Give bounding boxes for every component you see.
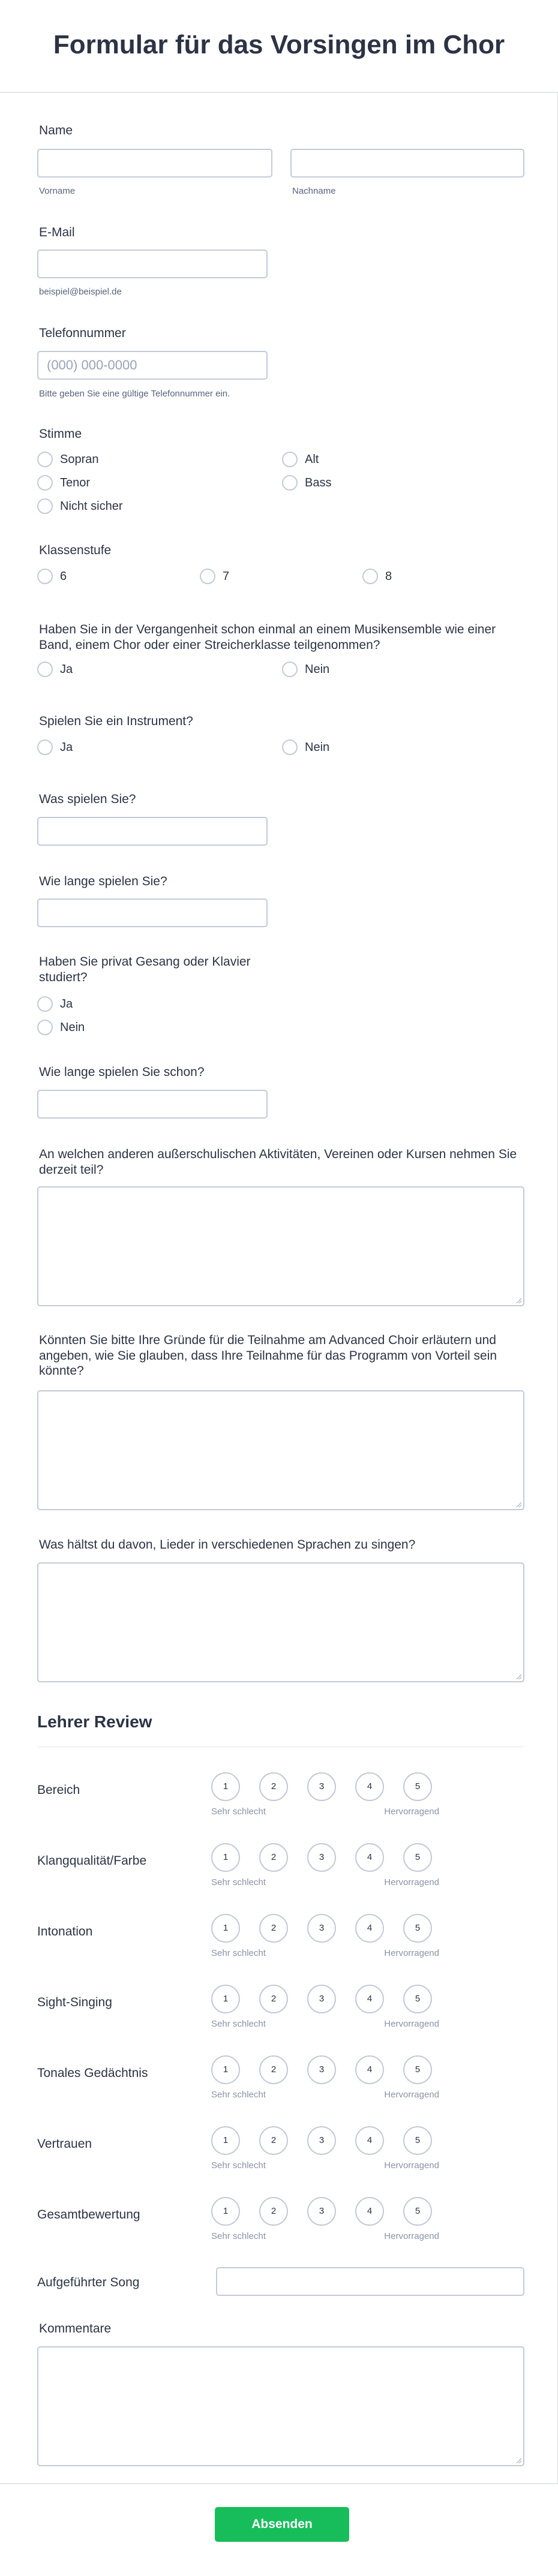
name-label: Name: [39, 124, 73, 137]
rating-label: Gesamtbewertung: [37, 2208, 140, 2222]
rating-option[interactable]: 1: [211, 1772, 240, 1801]
instrument-label: Spielen Sie ein Instrument?: [39, 714, 193, 728]
comments-label: Kommentare: [39, 2322, 112, 2335]
rating-option[interactable]: 1: [211, 2126, 240, 2155]
ensemble-label: Haben Sie in der Vergangenheit schon einmal an einem Musikensemble wie einer Band, einem Chor oder einer Streicherklasse teilgenommen?: [39, 623, 496, 652]
rating-option[interactable]: 2: [259, 2055, 288, 2084]
private-study-option-no[interactable]: Nein: [37, 1020, 85, 1035]
rating-max-label: Hervorragend: [384, 2231, 439, 2241]
what-play-label: Was spielen Sie?: [39, 792, 136, 806]
comments-textarea[interactable]: [37, 2346, 524, 2466]
private-study-label: Haben Sie privat Gesang oder Klavier studiert?: [39, 955, 251, 984]
radio-circle[interactable]: [37, 996, 53, 1012]
rating-min-label: Sehr schlecht: [211, 2160, 266, 2171]
rating-option[interactable]: 1: [211, 1843, 240, 1872]
voice-option-unsure[interactable]: Nicht sicher: [37, 498, 122, 514]
resize-handle-icon[interactable]: [515, 1501, 521, 1507]
email-label: E-Mail: [39, 226, 75, 239]
email-input[interactable]: [37, 250, 268, 278]
private-study-option-yes[interactable]: Ja: [37, 996, 73, 1012]
rating-max-label: Hervorragend: [384, 1877, 439, 1887]
ensemble-option-yes[interactable]: Ja: [37, 662, 73, 677]
rating-row: [37, 1985, 523, 2039]
rating-max-label: Hervorragend: [384, 2090, 439, 2100]
voice-option-sopran[interactable]: Sopran: [37, 452, 99, 467]
reasons-label: Könnten Sie bitte Ihre Gründe für die Teilnahme am Advanced Choir erläutern und angeben, wie Sie glauben, dass Ihre Teilnahme für das Programm von Vorteil sein könnte?: [39, 1333, 497, 1378]
grade-option-7[interactable]: 7: [200, 569, 229, 584]
rating-option[interactable]: 2: [259, 1914, 288, 1943]
radio-circle[interactable]: [37, 498, 53, 514]
rating-max-label: Hervorragend: [384, 1806, 439, 1817]
song-label: Aufgeführter Song: [37, 2276, 140, 2289]
rating-option[interactable]: 5: [403, 1985, 432, 2013]
rating-option[interactable]: 3: [307, 1772, 336, 1801]
rating-option[interactable]: 1: [211, 2197, 240, 2226]
rating-min-label: Sehr schlecht: [211, 2090, 266, 2100]
rating-label: Sight-Singing: [37, 1995, 112, 2009]
how-long-play-label: Wie lange spielen Sie?: [39, 874, 167, 888]
rating-option[interactable]: 1: [211, 1914, 240, 1943]
rating-option[interactable]: 4: [355, 2055, 384, 2084]
rating-scale: [211, 2126, 439, 2180]
voice-option-bass[interactable]: Bass: [282, 475, 331, 491]
rating-row: [37, 2126, 523, 2180]
form-footer: [0, 2483, 558, 2576]
resize-handle-icon[interactable]: [515, 1673, 521, 1679]
activities-textarea[interactable]: [37, 1186, 524, 1306]
rating-row: [37, 2055, 523, 2109]
rating-scale: [211, 1914, 439, 1968]
rating-scale: [211, 2055, 439, 2109]
rating-option[interactable]: 1: [211, 2055, 240, 2084]
email-sublabel: beispiel@beispiel.de: [39, 287, 122, 297]
last-name-sublabel: Nachname: [292, 186, 336, 196]
radio-circle[interactable]: [37, 740, 53, 755]
how-long-sing-input[interactable]: [37, 1090, 268, 1119]
rating-option[interactable]: 3: [307, 2055, 336, 2084]
rating-label: Intonation: [37, 1925, 93, 1938]
rating-min-label: Sehr schlecht: [211, 1806, 266, 1817]
first-name-sublabel: Vorname: [39, 186, 76, 196]
form-header: [0, 0, 558, 93]
rating-option[interactable]: 5: [403, 1843, 432, 1872]
rating-max-label: Hervorragend: [384, 2019, 439, 2029]
languages-label: Was hältst du davon, Lieder in verschiedenen Sprachen zu singen?: [39, 1538, 416, 1552]
grade-option-6[interactable]: 6: [37, 569, 67, 584]
rating-max-label: Hervorragend: [384, 2160, 439, 2171]
rating-option[interactable]: 4: [355, 1985, 384, 2013]
submit-button[interactable]: Absenden: [215, 2507, 349, 2542]
page-title: Formular für das Vorsingen im Chor: [53, 30, 505, 59]
last-name-input[interactable]: [290, 149, 524, 178]
rating-option[interactable]: 2: [259, 1843, 288, 1872]
rating-option[interactable]: 3: [307, 1843, 336, 1872]
resize-handle-icon[interactable]: [515, 2457, 521, 2463]
rating-label: Klangqualität/Farbe: [37, 1854, 147, 1868]
how-long-sing-label: Wie lange spielen Sie schon?: [39, 1065, 205, 1079]
grade-label: Klassenstufe: [39, 543, 112, 557]
radio-circle[interactable]: [282, 475, 298, 491]
phone-sublabel: Bitte geben Sie eine gültige Telefonnummer ein.: [39, 389, 230, 399]
voice-label: Stimme: [39, 427, 82, 441]
rating-min-label: Sehr schlecht: [211, 2231, 266, 2241]
rating-label: Bereich: [37, 1783, 80, 1797]
what-play-input[interactable]: [37, 817, 268, 846]
rating-option[interactable]: 4: [355, 1843, 384, 1872]
rating-row: [37, 2197, 523, 2251]
resize-handle-icon[interactable]: [515, 1297, 521, 1303]
rating-label: Vertrauen: [37, 2137, 92, 2151]
rating-min-label: Sehr schlecht: [211, 1948, 266, 1958]
languages-textarea[interactable]: [37, 1562, 524, 1682]
rating-row: [37, 1772, 523, 1826]
rating-scale: [211, 1985, 439, 2039]
rating-scale: [211, 2197, 439, 2251]
rating-option[interactable]: 4: [355, 2126, 384, 2155]
radio-circle[interactable]: [37, 569, 53, 584]
rating-option[interactable]: 4: [355, 1772, 384, 1801]
radio-circle[interactable]: [282, 452, 298, 467]
phone-label: Telefonnummer: [39, 326, 126, 340]
rating-option[interactable]: 1: [211, 1985, 240, 2013]
rating-scale: [211, 1843, 439, 1897]
radio-circle[interactable]: [200, 569, 215, 584]
radio-circle[interactable]: [282, 662, 298, 677]
rating-option[interactable]: 2: [259, 1772, 288, 1801]
rating-option[interactable]: 2: [259, 1985, 288, 2013]
rating-option[interactable]: 5: [403, 2126, 432, 2155]
ensemble-option-no[interactable]: Nein: [282, 662, 329, 677]
radio-circle[interactable]: [37, 1020, 53, 1035]
rating-min-label: Sehr schlecht: [211, 2019, 266, 2029]
phone-input[interactable]: (000) 000-0000: [37, 351, 268, 380]
rating-option[interactable]: 5: [403, 1772, 432, 1801]
rating-row: [37, 1843, 523, 1897]
rating-max-label: Hervorragend: [384, 1948, 439, 1958]
how-long-play-input[interactable]: [37, 898, 268, 927]
grade-option-8[interactable]: 8: [362, 569, 392, 584]
instrument-option-no[interactable]: Nein: [282, 740, 329, 755]
instrument-option-yes[interactable]: Ja: [37, 740, 73, 755]
rating-option[interactable]: 4: [355, 1914, 384, 1943]
rating-option[interactable]: 5: [403, 2197, 432, 2226]
radio-circle[interactable]: [362, 569, 378, 584]
radio-circle[interactable]: [282, 740, 298, 755]
rating-scale: [211, 1772, 439, 1826]
review-section-title: Lehrer Review: [37, 1712, 152, 1731]
rating-option[interactable]: 2: [259, 2197, 288, 2226]
rating-row: [37, 1914, 523, 1968]
reasons-textarea[interactable]: [37, 1390, 524, 1510]
rating-min-label: Sehr schlecht: [211, 1877, 266, 1887]
radio-circle[interactable]: [37, 662, 53, 677]
song-input[interactable]: [216, 2267, 524, 2296]
rating-option[interactable]: 4: [355, 2197, 384, 2226]
first-name-input[interactable]: [37, 149, 272, 178]
rating-option[interactable]: 5: [403, 2055, 432, 2084]
rating-option[interactable]: 2: [259, 2126, 288, 2155]
radio-circle[interactable]: [37, 452, 53, 467]
voice-option-alt[interactable]: Alt: [282, 452, 319, 467]
activities-label: An welchen anderen außerschulischen Aktivitäten, Vereinen oder Kursen nehmen Sie derzeit teil?: [39, 1147, 517, 1177]
rating-option[interactable]: 5: [403, 1914, 432, 1943]
rating-option[interactable]: 3: [307, 1985, 336, 2013]
rating-option[interactable]: 3: [307, 2126, 336, 2155]
rating-option[interactable]: 3: [307, 1914, 336, 1943]
rating-option[interactable]: 3: [307, 2197, 336, 2226]
voice-option-tenor[interactable]: Tenor: [37, 475, 90, 491]
rating-label: Tonales Gedächtnis: [37, 2066, 148, 2080]
radio-circle[interactable]: [37, 475, 53, 491]
